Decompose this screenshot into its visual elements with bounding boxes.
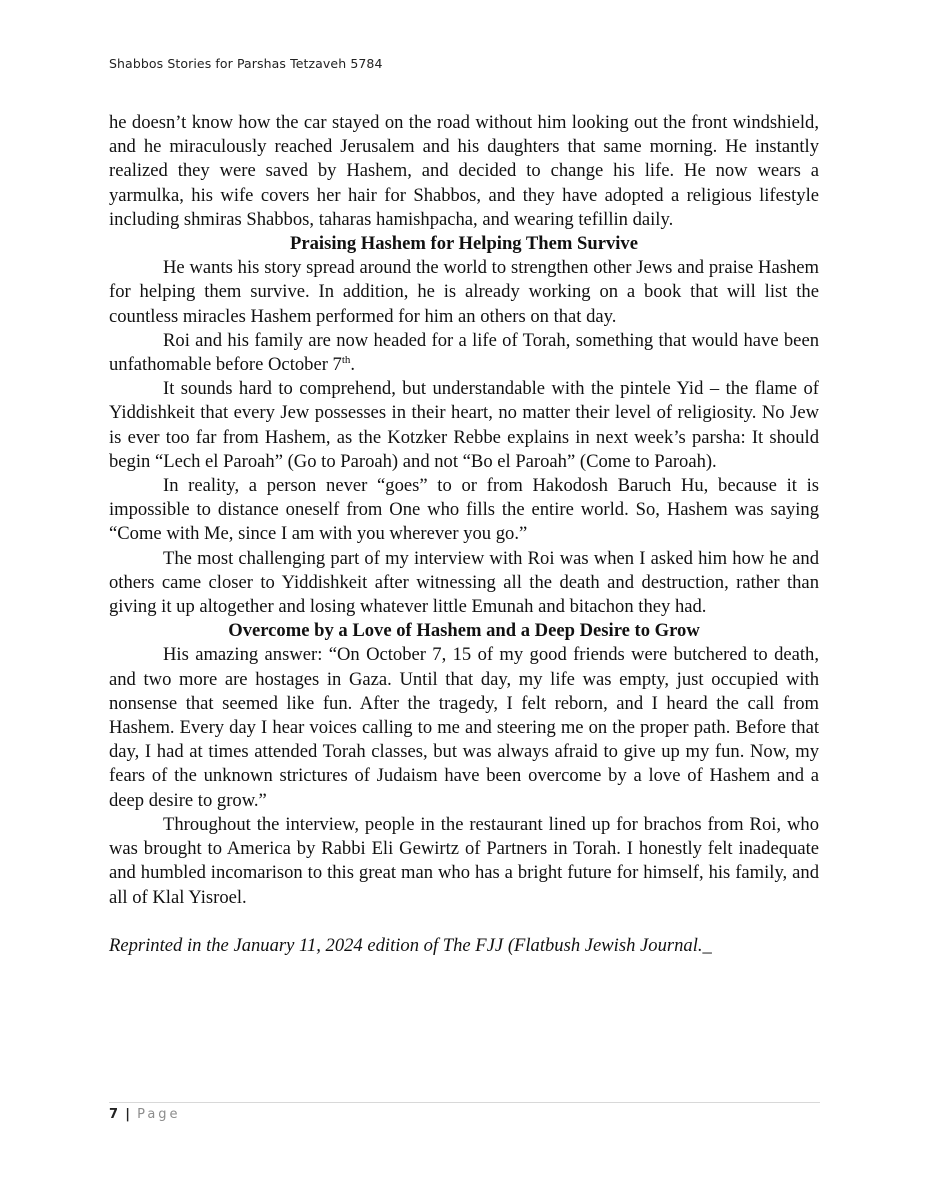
- page-number: 7: [109, 1107, 119, 1122]
- paragraph-end-mark: .: [350, 354, 356, 376]
- paragraph-in-reality: In reality, a person never “goes” to or from Hakodosh Baruch Hu, because it is impossible to distance oneself from One who fills the entire world. So, Hashem was saying “Come with Me, since I am with you wherever you go.”: [109, 475, 819, 545]
- paragraph-pintele-yid: It sounds hard to comprehend, but understandable with the pintele Yid – the flame of Yiddishkeit that every Jew possesses in their heart, no matter their level of religiosity. No Jew is ever too far from Hashem, as the Kotzker Rebbe explains in next week’s parsha: It should begin “Lech el Paroah” (Go to Paroah) and not “Bo el Paroah” (Come to Paroah).: [109, 378, 819, 472]
- paragraph-life-of-torah: [109, 329, 819, 377]
- paragraph-life-of-torah-text: Roi and his family are now headed for a life of Torah, something that would have been unfathomable before October 7: [109, 329, 819, 376]
- page-label: Page: [137, 1107, 181, 1122]
- footer-separator: |: [125, 1107, 130, 1122]
- running-header: Shabbos Stories for Parshas Tetzaveh 5784: [109, 56, 383, 71]
- paragraph-challenging-part: The most challenging part of my interview with Roi was when I asked him how he and others came closer to Yiddishkeit after witnessing all the death and destruction, rather than giving it up altogether and losing whatever little Emunah and bitachon they had.: [109, 547, 819, 618]
- footer-divider: [109, 1102, 820, 1103]
- page-footer: [109, 1107, 181, 1122]
- article-body: [109, 111, 819, 958]
- paragraph-story-spread: He wants his story spread around the world to strengthen other Jews and praise Hashem for helping them survive. In addition, he is already working on a book that will list the countless miracles Hashem performed for him an others on that day.: [109, 257, 819, 327]
- reprint-note: Reprinted in the January 11, 2024 edition of The FJJ (Flatbush Jewish Journal._: [109, 934, 712, 956]
- paragraph-continuation: he doesn’t know how the car stayed on the road without him looking out the front windshield, and he miraculously reached Jerusalem and his daughters that same morning. He instantly realized they were saved by Hashem, and decided to change his life. He now wears a yarmulka, his wife covers her hair for Shabbos, and they have adopted a religious lifestyle including shmiras Shabbos, taharas hamishpacha, and wearing tefillin daily.: [109, 112, 819, 230]
- ordinal-suffix: th: [341, 353, 351, 366]
- section-heading-overcome: Overcome by a Love of Hashem and a Deep Desire to Grow: [228, 620, 700, 642]
- paragraph-amazing-answer: His amazing answer: “On October 7, 15 of my good friends were butchered to death, and two more are hostages in Gaza. Until that day, my life was empty, just occupied with nonsense that seemed like fun. After the tragedy, I felt reborn, and I heard the call from Hashem. Every day I hear voices calling to me and steering me on the proper path. Before that day, I had at times attended Torah classes, but was always afraid to give up my fun. Now, my fears of the unknown strictures of Judaism have been overcome by a love of Hashem and a deep desire to grow.”: [109, 644, 819, 811]
- section-heading-praising: Praising Hashem for Helping Them Survive: [290, 233, 638, 255]
- paragraph-throughout-interview: Throughout the interview, people in the restaurant lined up for brachos from Roi, who was brought to America by Rabbi Eli Gewirtz of Partners in Torah. I honestly felt inadequate and humbled incomarison to this great man who has a bright future for himself, his family, and all of Klal Yisroel.: [109, 813, 819, 908]
